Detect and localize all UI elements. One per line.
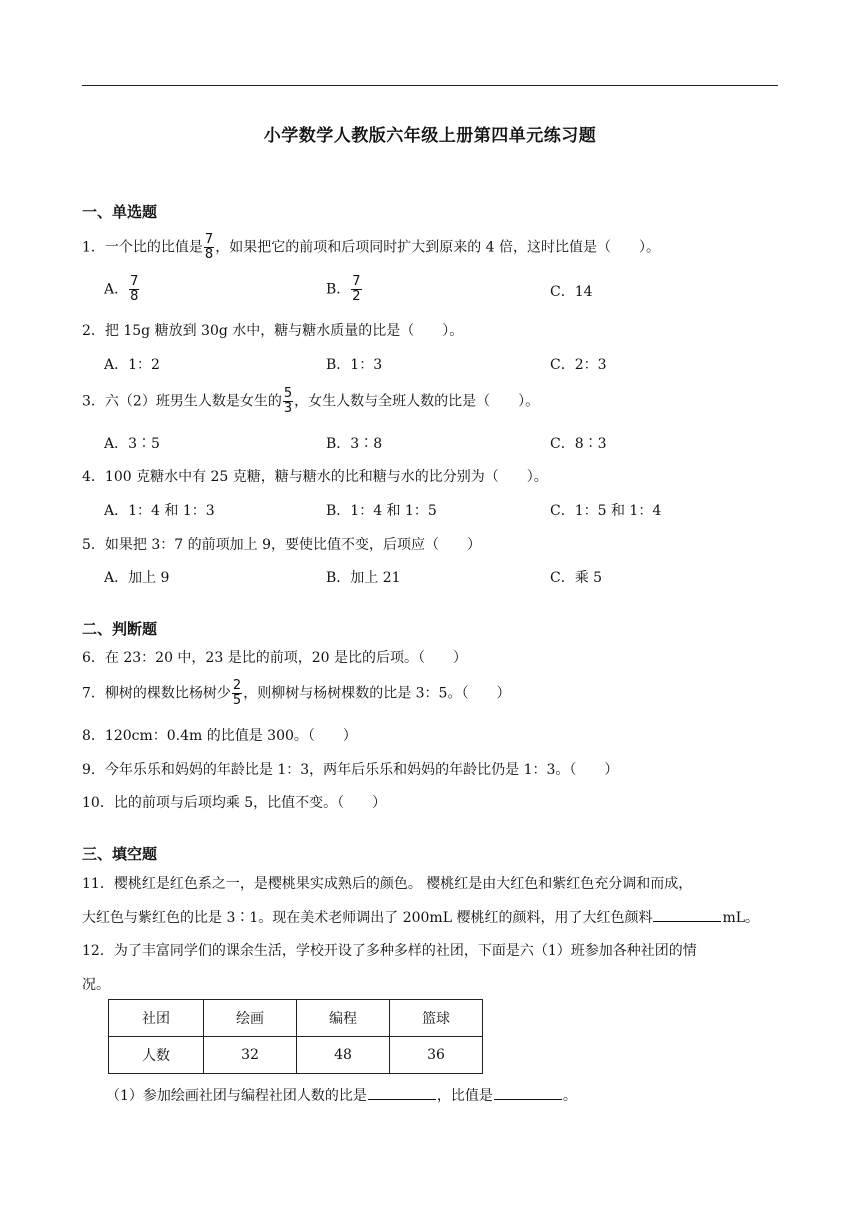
question-6: 6．在 23：20 中，23 是比的前项，20 是比的后项。（ ） [82,650,467,666]
answer-blank[interactable] [653,907,721,922]
page-title: 小学数学人教版六年级上册第四单元练习题 [263,126,597,146]
table-cell: 48 [297,1037,390,1074]
question-7: 7．柳树的棵数比杨树少 $\frac{2}{5}$ ，则柳树与杨树棵数的比是 3：5。（ ） [82,678,511,708]
fraction: $\frac{5}{3}$ [283,386,293,416]
fraction: $\frac{7}{8}$ [204,232,214,262]
answer-blank[interactable] [494,1085,562,1100]
table-cell: 社团 [109,1000,204,1037]
q1-option-b: B． $\frac{7}{2}$ [326,274,361,304]
question-4: 4．100 克糖水中有 25 克糖，糖与糖水的比和糖与水的比分别为（ ）。 [82,469,548,485]
question-9: 9．今年乐乐和妈妈的年龄比是 1：3，两年后乐乐和妈妈的年龄比仍是 1：3。（ ） [82,762,619,778]
q5-option-a: A．加上 9 [104,570,170,586]
q3-option-b: B．3∶8 [326,436,383,452]
question-3: 3．六（2）班男生人数是女生的 $\frac{5}{3}$ ，女生人数与全班人数的比是（ ）。 [82,386,540,416]
table-cell: 32 [204,1037,297,1074]
question-11-line-2: 大红色与紫红色的比是 3∶1。现在美术老师调出了 200mL 樱桃红的颜料，用了大红色颜料 mL。 [82,907,759,927]
fraction: $\frac{2}{5}$ [232,678,242,708]
question-12-sub-1: （1）参加绘画社团与编程社团人数的比是 ，比值是 。 [106,1085,577,1105]
q4-option-a: A．1：4 和 1：3 [104,503,215,519]
section-heading-true-false: 二、判断题 [82,620,158,638]
header-rule [82,85,778,86]
question-5: 5．如果把 3：7 的前项加上 9，要使比值不变，后项应（ ） [82,537,481,553]
q4-option-b: B．1：4 和 1：5 [326,503,437,519]
q1-option-c: C．14 [550,284,593,300]
question-8: 8．120cm：0.4m 的比值是 300。（ ） [82,728,357,744]
question-10: 10．比的前项与后项均乘 5，比值不变。（ ） [82,795,387,811]
table-row [109,1000,483,1037]
table-cell: 篮球 [390,1000,483,1037]
q4-option-c: C．1：5 和 1：4 [550,503,662,519]
answer-blank[interactable] [368,1085,436,1100]
q3-option-c: C．8∶3 [550,436,607,452]
q2-option-c: C．2：3 [550,357,607,373]
q1-option-a: A． $\frac{7}{8}$ [104,274,139,304]
q2-option-a: A．1：2 [104,357,160,373]
section-heading-single-choice: 一、单选题 [82,203,158,221]
q5-option-b: B．加上 21 [326,570,401,586]
table-cell: 36 [390,1037,483,1074]
table-cell: 编程 [297,1000,390,1037]
question-11-line-1: 11．樱桃红是红色系之一，是樱桃果实成熟后的颜色。 樱桃红是由大红色和紫红色充分调和而成， [82,876,693,892]
question-12-line-1: 12．为了丰富同学们的课余生活，学校开设了多种多样的社团，下面是六（1）班参加各种社团的情 [82,943,697,959]
table-row [109,1037,483,1074]
table-cell: 人数 [109,1037,204,1074]
q5-option-c: C．乘 5 [550,570,603,586]
question-12-line-2: 况。 [82,977,110,993]
section-heading-fill-blank: 三、填空题 [82,845,158,863]
q3-option-a: A．3∶5 [104,436,160,452]
q2-option-b: B．1：3 [326,357,383,373]
table-cell: 绘画 [204,1000,297,1037]
club-table [108,999,483,1074]
question-2: 2．把 15g 糖放到 30g 水中，糖与糖水质量的比是（ ）。 [82,323,464,339]
question-1: 1．一个比的比值是 $\frac{7}{8}$ ，如果把它的前项和后项同时扩大到原来的 4 倍，这时比值是（ ）。 [82,232,661,262]
